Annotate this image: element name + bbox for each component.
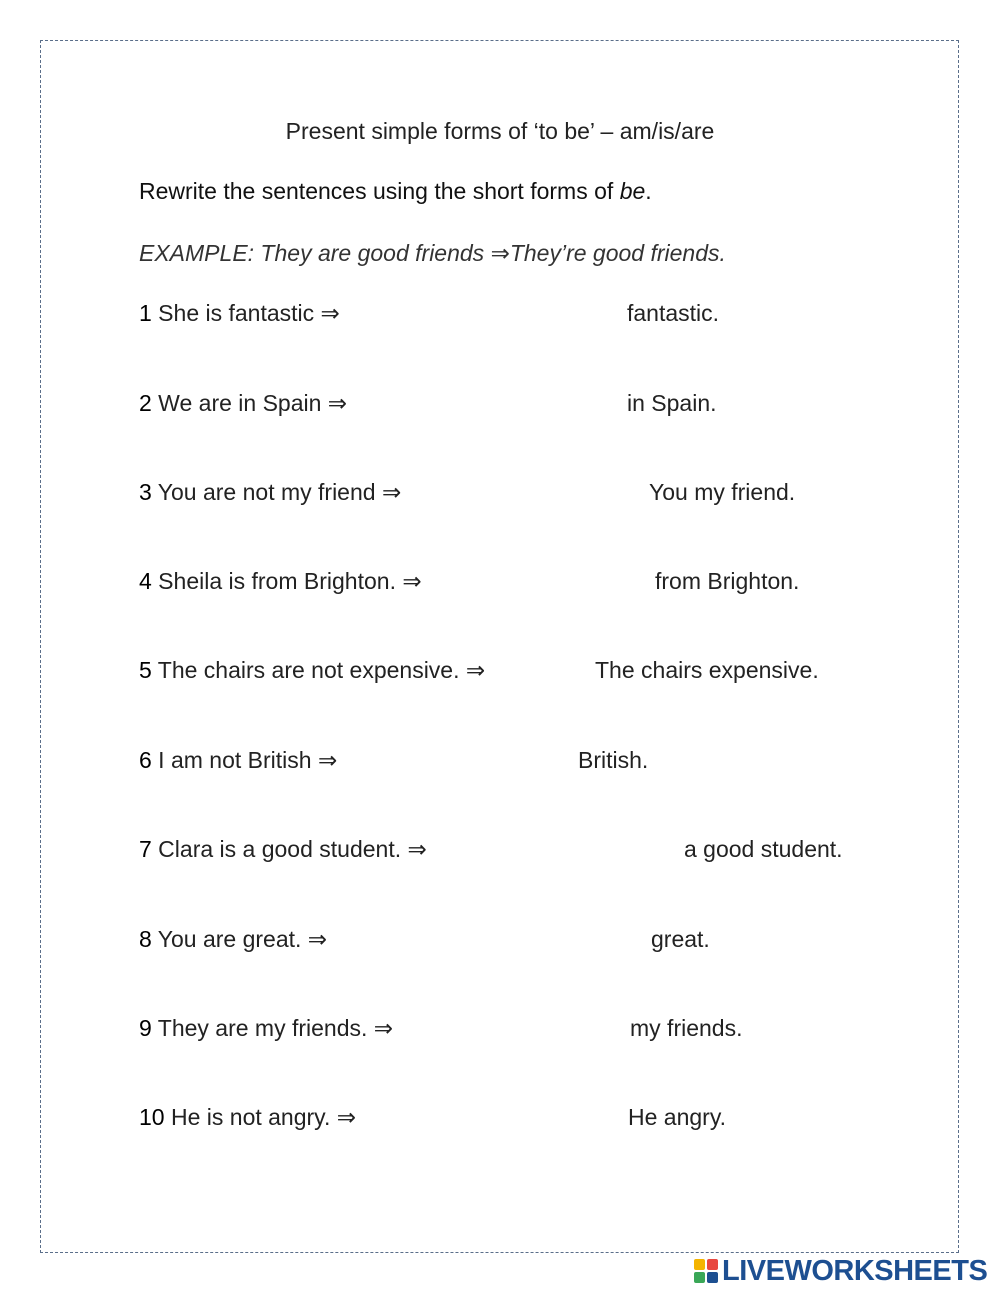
item-prompt: Sheila is from Brighton. ⇒ — [151, 568, 422, 594]
item-number: 9 — [139, 1015, 152, 1041]
item-prompt: You are not my friend ⇒ — [151, 479, 402, 505]
item-prompt: Clara is a good student. ⇒ — [151, 836, 427, 862]
item-answer-text: my friends. — [630, 1015, 743, 1041]
liveworksheets-logo — [694, 1256, 987, 1286]
item-number: 2 — [139, 390, 152, 416]
item-prompt: I am not British ⇒ — [151, 747, 338, 773]
page-border — [40, 40, 959, 1253]
item-prompt: The chairs are not expensive. ⇒ — [151, 657, 486, 683]
item-prompt: We are in Spain ⇒ — [151, 390, 348, 416]
exercise-item — [0, 1015, 1000, 1055]
exercise-item — [0, 568, 1000, 608]
item-prompt: You are great. ⇒ — [151, 926, 328, 952]
exercise-item — [0, 836, 1000, 876]
item-prompt: They are my friends. ⇒ — [151, 1015, 394, 1041]
item-number: 3 — [139, 479, 152, 505]
example-sentence: EXAMPLE: They are good friends ⇒They’re good friends. — [139, 240, 726, 266]
item-number: 8 — [139, 926, 152, 952]
exercise-item — [0, 300, 1000, 340]
item-number: 1 — [139, 300, 152, 326]
item-answer-text: great. — [651, 926, 710, 952]
exercise-item — [0, 1104, 1000, 1144]
item-number: 7 — [139, 836, 152, 862]
item-answer-text: You my friend. — [649, 479, 796, 505]
item-number: 5 — [139, 657, 152, 683]
item-prompt: She is fantastic ⇒ — [151, 300, 340, 326]
instruction-end: . — [645, 178, 652, 204]
item-number: 4 — [139, 568, 152, 594]
item-answer-text: British. — [578, 747, 649, 773]
item-answer-text: in Spain. — [627, 390, 717, 416]
exercise-item — [0, 390, 1000, 430]
logo-mark-icon — [694, 1259, 718, 1283]
item-number: 10 — [139, 1104, 165, 1130]
exercise-item — [0, 657, 1000, 697]
exercise-item — [0, 926, 1000, 966]
item-answer-text: He angry. — [628, 1104, 727, 1130]
item-answer-text: from Brighton. — [655, 568, 800, 594]
item-answer-text: fantastic. — [627, 300, 720, 326]
item-answer-text: The chairs expensive. — [595, 657, 819, 683]
worksheet-title: Present simple forms of ‘to be’ – am/is/are — [285, 118, 715, 144]
item-number: 6 — [139, 747, 152, 773]
exercise-item — [0, 479, 1000, 519]
item-prompt: He is not angry. ⇒ — [164, 1104, 357, 1130]
exercise-item — [0, 747, 1000, 787]
logo-text: LIVEWORKSHEETS — [722, 1254, 988, 1287]
instruction — [139, 178, 652, 205]
instruction-text: Rewrite the sentences using the short forms of — [139, 178, 620, 204]
item-answer-text: a good student. — [684, 836, 843, 862]
instruction-emphasis: be — [619, 178, 646, 204]
